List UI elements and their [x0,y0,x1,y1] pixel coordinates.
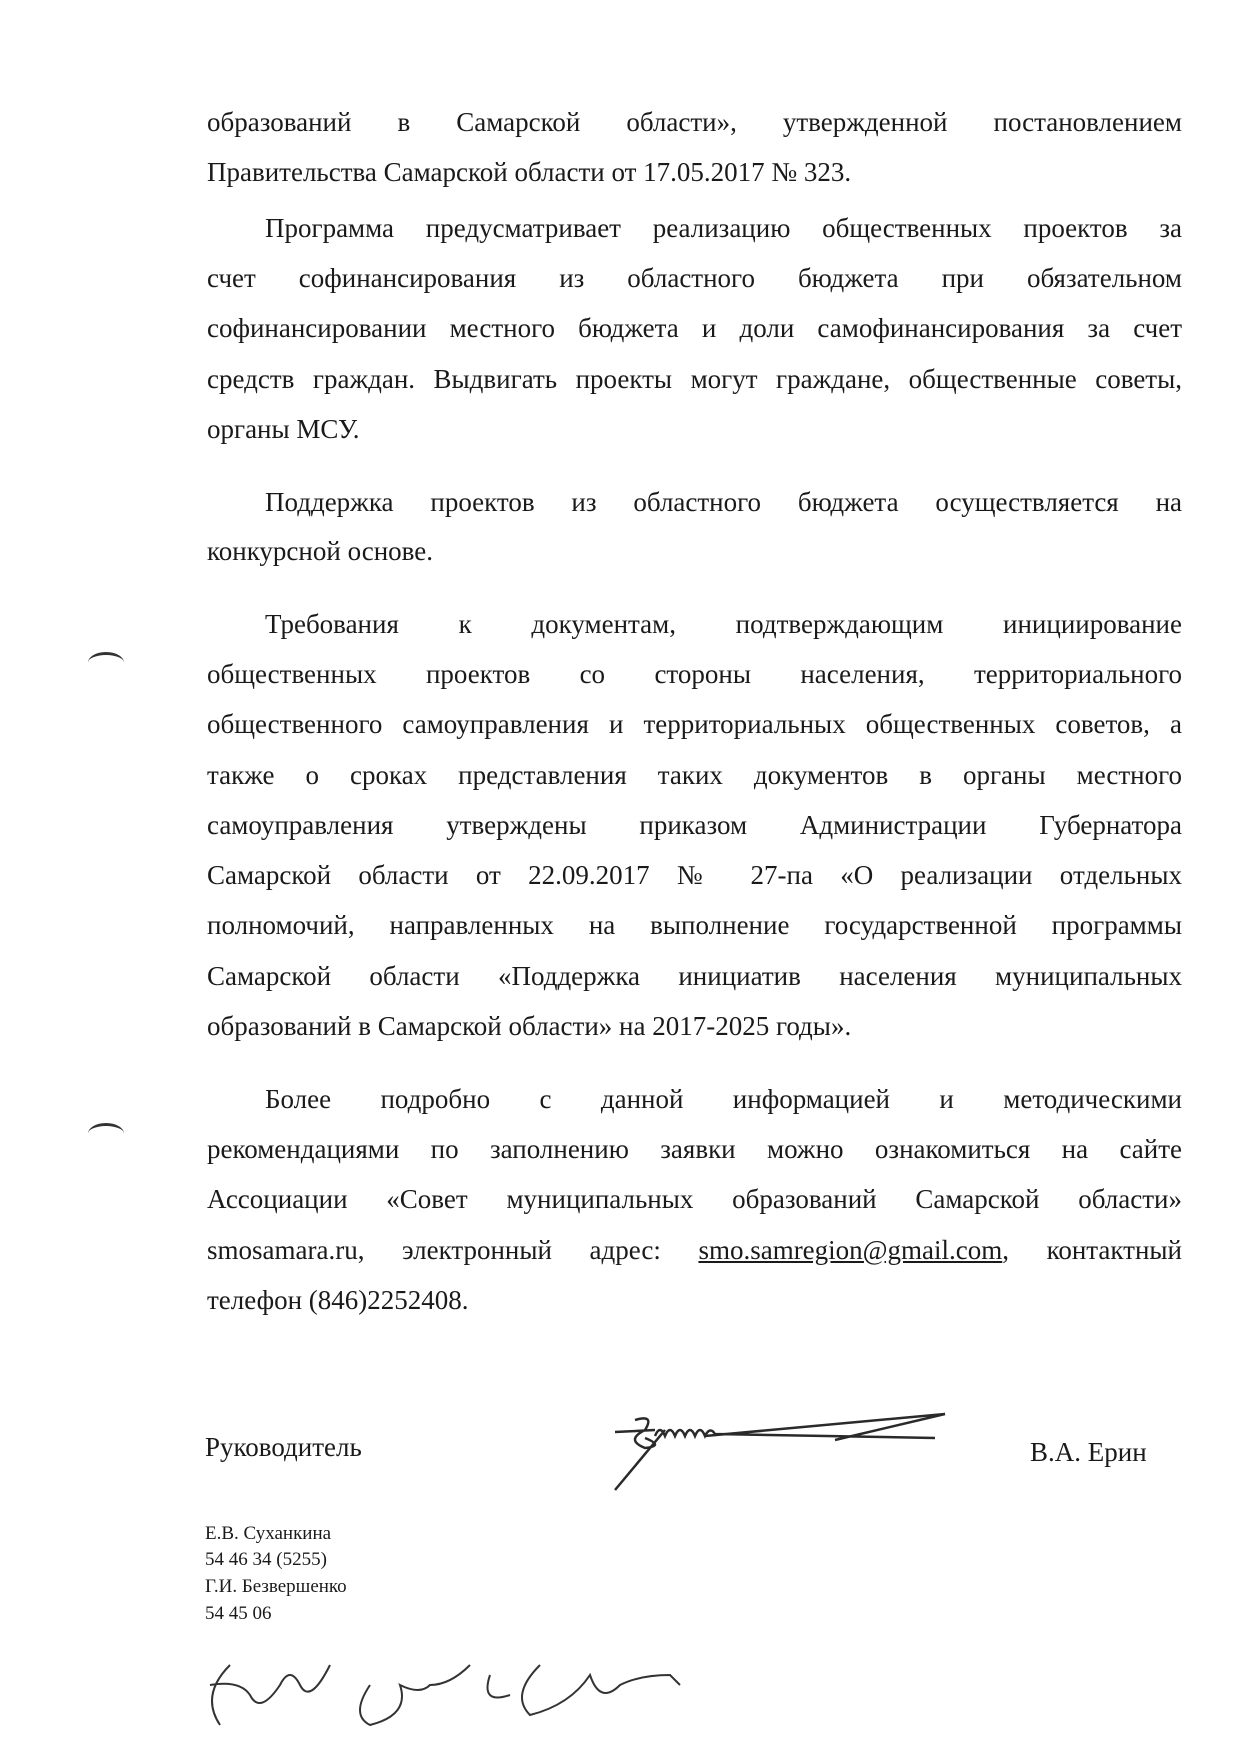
signer-name: В.А. Ерин [1030,1437,1147,1467]
paragraph-line: Самарской области «Поддержка инициатив населения муниципальных [207,961,1182,991]
paragraph-line: Ассоциации «Совет муниципальных образований Самарской области» [207,1184,1182,1214]
paragraph-line: рекомендациями по заполнению заявки можно ознакомиться на сайте [207,1134,1182,1164]
contact-line: Е.В. Суханкина [205,1523,332,1544]
paragraph-line: органы МСУ. [207,414,360,444]
punch-hole-mark [88,1123,124,1144]
paragraph-line: средств граждан. Выдвигать проекты могут граждане, общественные советы, [207,364,1182,394]
approval-initials [200,1645,760,1735]
paragraph-line: Более подробно с данной информацией и методическими [265,1084,1182,1114]
paragraph-line: полномочий, направленных на выполнение государственной программы [207,910,1182,940]
paragraph-line: счет софинансирования из областного бюджета при обязательном [207,263,1182,293]
paragraph-line: Программа предусматривает реализацию общественных проектов за [265,213,1182,243]
paragraph-line: телефон (846)2252408. [207,1285,469,1315]
paragraph-line: самоуправления утверждены приказом Администрации Губернатора [207,810,1182,840]
paragraph-line: Правительства Самарской области от 17.05.2017 № 323. [207,157,852,187]
paragraph-line: общественного самоуправления и территориальных общественных советов, а [207,709,1182,739]
paragraph-line: образований в Самарской области» на 2017-2025 годы». [207,1011,852,1041]
paragraph-line: также о сроках представления таких документов в органы местного [207,760,1182,790]
contact-line: 54 46 34 (5255) [205,1549,327,1570]
paragraph-line: Самарской области от 22.09.2017 № 27-па «О реализации отдельных [207,860,1182,890]
paragraph-line: общественных проектов со стороны населения, территориального [207,659,1182,689]
paragraph-line: Требования к документам, подтверждающим инициирование [265,609,1182,639]
paragraph-line: Поддержка проектов из областного бюджета осуществляется на [265,487,1182,517]
paragraph-line: smosamara.ru, электронный адрес: smo.samregion@gmail.com, контактный [207,1235,1182,1265]
signature-image [595,1380,965,1500]
contact-line: Г.И. Безвершенко [205,1576,347,1597]
signer-position: Руководитель [205,1432,362,1462]
paragraph-line: образований в Самарской области», утвержденной постановлением [207,107,1182,137]
paragraph-line: софинансировании местного бюджета и доли самофинансирования за счет [207,313,1182,343]
email-link[interactable]: smo.samregion@gmail.com [698,1235,1003,1265]
paragraph-line: конкурсной основе. [207,536,433,566]
contact-line: 54 45 06 [205,1603,272,1624]
punch-hole-mark [88,652,124,673]
